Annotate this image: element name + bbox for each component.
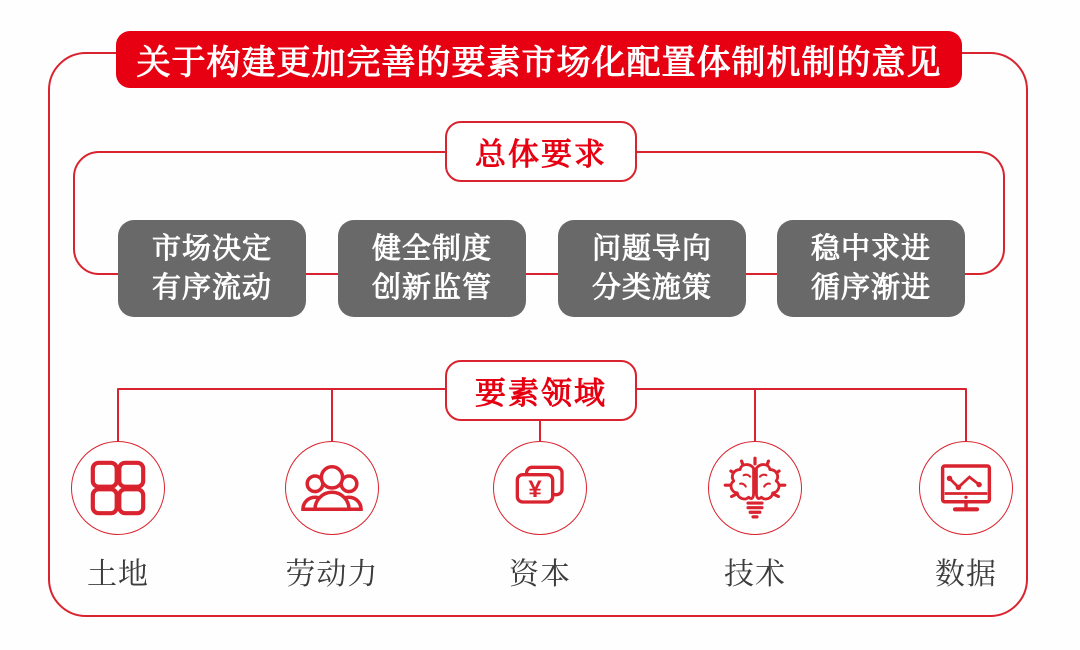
factor-circle-data <box>919 441 1013 535</box>
factor-label-data: 数据 <box>935 558 997 591</box>
monitor-chart-icon <box>933 455 999 521</box>
factor-label-land: 土地 <box>87 558 149 591</box>
pillar-3-line-1: 问题导向 <box>591 233 712 266</box>
pillar-box-2 <box>338 220 526 317</box>
pillar-4-line-1: 稳中求进 <box>810 233 931 266</box>
factor-label-technology: 技术 <box>724 558 786 591</box>
pillar-box-3 <box>558 220 746 317</box>
pillar-3-line-2: 分类施策 <box>591 271 712 304</box>
land-grid-icon <box>87 457 149 519</box>
section-factors-label: 要素领域 <box>475 376 607 411</box>
factor-label-labor: 劳动力 <box>285 558 379 591</box>
factor-circle-labor <box>285 441 379 535</box>
section-overall-requirements <box>445 121 637 182</box>
brain-idea-icon <box>721 454 789 522</box>
title-banner <box>116 31 962 88</box>
section-overall-label: 总体要求 <box>475 137 607 172</box>
pillar-4-line-2: 循序渐进 <box>810 271 931 304</box>
banknote-yen-icon <box>508 456 572 520</box>
pillar-2-line-2: 创新监管 <box>371 271 492 304</box>
yen-symbol: ¥ <box>528 475 542 503</box>
factor-circle-capital <box>493 441 587 535</box>
people-group-icon <box>298 454 366 522</box>
pillar-box-4 <box>777 220 965 317</box>
factor-label-capital: 资本 <box>509 558 571 591</box>
pillar-box-1 <box>118 220 306 317</box>
pillar-1-line-2: 有序流动 <box>151 271 272 304</box>
pillar-1-line-1: 市场决定 <box>151 233 272 266</box>
factor-circle-land <box>71 441 165 535</box>
pillar-2-line-1: 健全制度 <box>371 233 492 266</box>
factor-circle-technology <box>708 441 802 535</box>
section-factor-areas <box>445 360 637 421</box>
page-title: 关于构建更加完善的要素市场化配置体制机制的意见 <box>136 44 942 82</box>
